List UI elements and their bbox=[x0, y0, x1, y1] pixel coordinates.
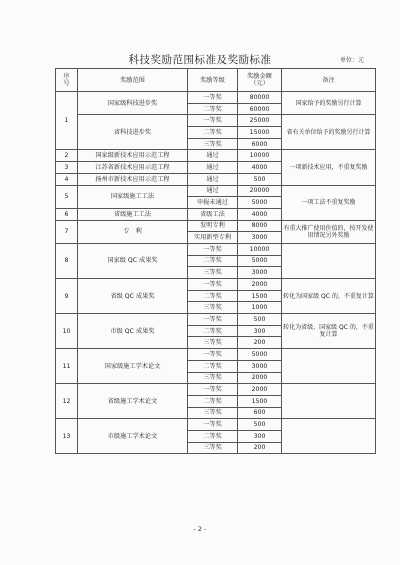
award-level: 二等奖 bbox=[188, 360, 238, 372]
row-number: 7 bbox=[56, 220, 78, 243]
row-number: 13 bbox=[56, 419, 78, 454]
award-amount: 6000 bbox=[238, 138, 282, 150]
table-row bbox=[56, 243, 376, 255]
award-amount: 2000 bbox=[238, 279, 282, 291]
award-amount: 3000 bbox=[238, 232, 282, 244]
award-scope: 省科技进步奖 bbox=[78, 115, 188, 150]
award-level: 二等奖 bbox=[188, 430, 238, 442]
header-no: 序 号 bbox=[56, 69, 78, 92]
award-amount: 500 bbox=[238, 173, 282, 185]
award-amount: 8000 bbox=[238, 220, 282, 232]
award-scope: 省级施工工法 bbox=[78, 208, 188, 220]
award-amount: 500 bbox=[238, 419, 282, 431]
award-level: 二等奖 bbox=[188, 127, 238, 139]
award-level: 通过 bbox=[188, 173, 238, 185]
award-level: 三等奖 bbox=[188, 442, 238, 454]
award-scope: 省级 QC 成果奖 bbox=[78, 279, 188, 314]
award-scope: 市级 QC 成果奖 bbox=[78, 314, 188, 349]
table-row bbox=[56, 92, 376, 104]
award-amount: 300 bbox=[238, 325, 282, 337]
award-level: 三等奖 bbox=[188, 302, 238, 314]
award-level: 申报未通过 bbox=[188, 197, 238, 209]
award-level: 二等奖 bbox=[188, 290, 238, 302]
award-level: 二等奖 bbox=[188, 325, 238, 337]
remark: 国家给予的奖励另行计算 bbox=[282, 92, 376, 115]
award-scope: 国家级科技进步奖 bbox=[78, 92, 188, 115]
remark: 有重大推广使用价值的，按开发使用情况另外奖励 bbox=[282, 220, 376, 243]
header-level: 奖励等级 bbox=[188, 69, 238, 92]
award-scope: 扬州市新技术应用示范工程 bbox=[78, 173, 188, 185]
row-number: 11 bbox=[56, 349, 78, 384]
remark: 一项工法不重复奖励 bbox=[282, 185, 376, 220]
table-row bbox=[56, 220, 376, 232]
award-level: 三等奖 bbox=[188, 138, 238, 150]
table-row bbox=[56, 349, 376, 361]
award-amount: 1000 bbox=[238, 302, 282, 314]
award-level: 三等奖 bbox=[188, 267, 238, 279]
row-number: 3 bbox=[56, 162, 78, 174]
award-amount: 4000 bbox=[238, 162, 282, 174]
award-amount: 3000 bbox=[238, 360, 282, 372]
remark bbox=[282, 384, 376, 419]
award-standards-table bbox=[55, 68, 376, 454]
remark bbox=[282, 349, 376, 384]
award-amount: 1500 bbox=[238, 290, 282, 302]
row-number: 2 bbox=[56, 150, 78, 162]
award-level: 一等奖 bbox=[188, 92, 238, 104]
award-level: 一等奖 bbox=[188, 349, 238, 361]
award-scope: 省级施工学术论文 bbox=[78, 384, 188, 419]
award-amount: 3000 bbox=[238, 267, 282, 279]
row-number: 12 bbox=[56, 384, 78, 419]
unit-label: 单位：元 bbox=[340, 57, 365, 64]
award-level: 实用新型专利 bbox=[188, 232, 238, 244]
row-number: 10 bbox=[56, 314, 78, 349]
award-amount: 80000 bbox=[238, 92, 282, 104]
table-row bbox=[56, 150, 376, 162]
row-number: 4 bbox=[56, 173, 78, 185]
award-level: 三等奖 bbox=[188, 372, 238, 384]
award-amount: 5000 bbox=[238, 349, 282, 361]
row-number: 1 bbox=[56, 92, 78, 150]
remark bbox=[282, 243, 376, 278]
award-scope: 国家级 QC 成果奖 bbox=[78, 243, 188, 278]
award-level: 一等奖 bbox=[188, 419, 238, 431]
award-scope: 国家级施工工法 bbox=[78, 185, 188, 208]
header-scope: 奖励范围 bbox=[78, 69, 188, 92]
award-amount: 1500 bbox=[238, 395, 282, 407]
award-level: 省级工法 bbox=[188, 208, 238, 220]
award-amount: 5000 bbox=[238, 197, 282, 209]
table-header-row bbox=[56, 69, 376, 92]
award-level: 通过 bbox=[188, 150, 238, 162]
row-number: 6 bbox=[56, 208, 78, 220]
table-row bbox=[56, 314, 376, 326]
header-remark: 备注 bbox=[282, 69, 376, 92]
table-row bbox=[56, 185, 376, 197]
remark: 转化为国家级 QC 的，不重复计算 bbox=[282, 279, 376, 314]
remark: 一项新技术应用，不重复奖励 bbox=[282, 150, 376, 185]
award-scope: 江苏省新技术应用示范工程 bbox=[78, 162, 188, 174]
award-amount: 10000 bbox=[238, 243, 282, 255]
award-level: 一等奖 bbox=[188, 314, 238, 326]
award-level: 一等奖 bbox=[188, 384, 238, 396]
header-amount: 奖励金额 （元） bbox=[238, 69, 282, 92]
table-body bbox=[56, 92, 376, 454]
award-amount: 600 bbox=[238, 407, 282, 419]
award-amount: 10000 bbox=[238, 150, 282, 162]
table-row bbox=[56, 384, 376, 396]
award-amount: 2000 bbox=[238, 384, 282, 396]
award-amount: 300 bbox=[238, 430, 282, 442]
award-level: 发明专利 bbox=[188, 220, 238, 232]
award-level: 通过 bbox=[188, 185, 238, 197]
award-level: 通过 bbox=[188, 162, 238, 174]
award-amount: 20000 bbox=[238, 185, 282, 197]
award-amount: 200 bbox=[238, 442, 282, 454]
award-level: 三等奖 bbox=[188, 337, 238, 349]
award-amount: 200 bbox=[238, 337, 282, 349]
award-amount: 15000 bbox=[238, 127, 282, 139]
award-level: 二等奖 bbox=[188, 103, 238, 115]
award-level: 一等奖 bbox=[188, 243, 238, 255]
award-level: 三等奖 bbox=[188, 407, 238, 419]
table-row bbox=[56, 279, 376, 291]
award-level: 一等奖 bbox=[188, 279, 238, 291]
page-number: - 2 - bbox=[193, 525, 207, 533]
award-scope: 国家级施工学术论文 bbox=[78, 349, 188, 384]
row-number: 9 bbox=[56, 279, 78, 314]
remark bbox=[282, 419, 376, 454]
table-row bbox=[56, 115, 376, 127]
remark: 省有关单位给予的奖励另行计算 bbox=[282, 115, 376, 150]
table-row bbox=[56, 419, 376, 431]
award-level: 二等奖 bbox=[188, 255, 238, 267]
award-amount: 5000 bbox=[238, 255, 282, 267]
award-level: 二等奖 bbox=[188, 395, 238, 407]
remark: 转化为省级、国家级 QC 的，不重复计算 bbox=[282, 314, 376, 349]
award-amount: 60000 bbox=[238, 103, 282, 115]
award-amount: 2000 bbox=[238, 372, 282, 384]
row-number: 5 bbox=[56, 185, 78, 208]
award-scope: 市级施工学术论文 bbox=[78, 419, 188, 454]
award-level: 一等奖 bbox=[188, 115, 238, 127]
award-amount: 500 bbox=[238, 314, 282, 326]
award-scope: 国家级新技术应用示范工程 bbox=[78, 150, 188, 162]
row-number: 8 bbox=[56, 243, 78, 278]
page-title: 科技奖励范围标准及奖励标准 bbox=[128, 54, 272, 66]
award-amount: 4000 bbox=[238, 208, 282, 220]
award-amount: 25000 bbox=[238, 115, 282, 127]
award-scope: 专 利 bbox=[78, 220, 188, 243]
